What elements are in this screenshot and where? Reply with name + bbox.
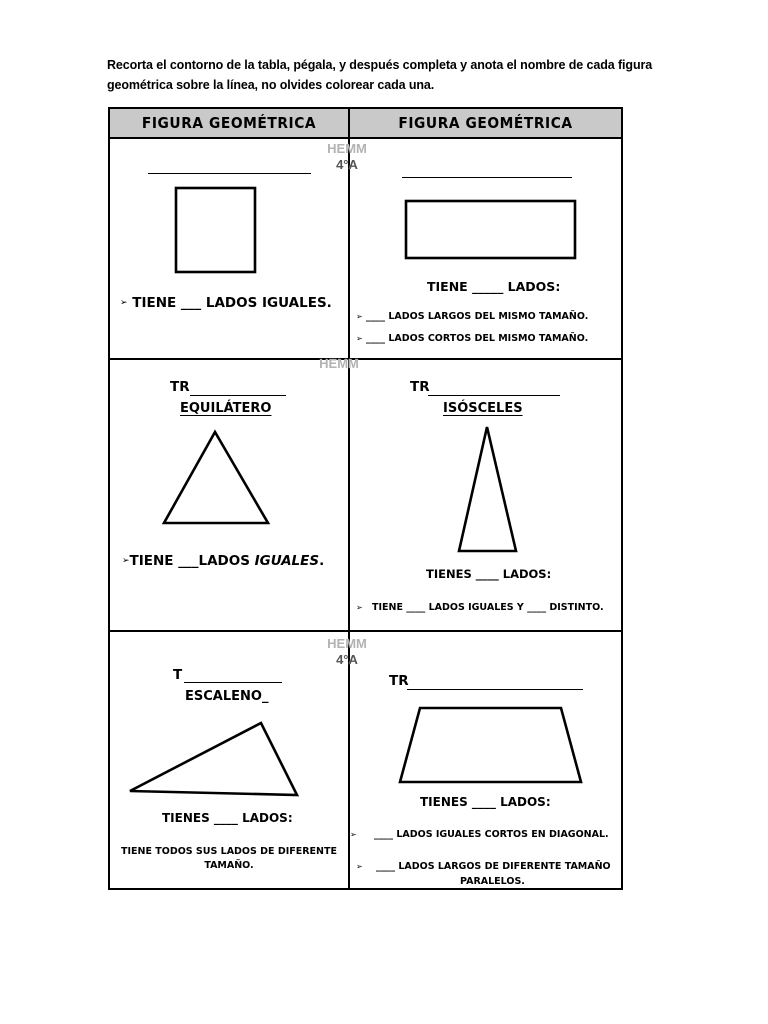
- isosceles-triangle-shape: [454, 423, 520, 555]
- equilateral-caption: ➢TIENE ___LADOS IGUALES.: [122, 553, 325, 569]
- trapezoid-shape: [396, 703, 586, 787]
- isosceles-item-1: ➢ TIENE ____ LADOS IGUALES Y ____ DISTINTO.: [356, 602, 604, 613]
- watermark-bottom: HEMM 4°A: [327, 636, 367, 667]
- row-divider-2: [110, 630, 621, 632]
- rectangle-name-line: [402, 177, 572, 178]
- scalene-caption: TIENES ____ LADOS:: [162, 811, 293, 825]
- scalene-prefix: T: [173, 667, 183, 683]
- square-shape: [170, 183, 260, 278]
- rectangle-item-2: ➢ ____ LADOS CORTOS DEL MISMO TAMAÑO.: [356, 333, 589, 344]
- trapezoid-caption: TIENES ____ LADOS:: [420, 795, 551, 809]
- row-divider-1: [110, 358, 621, 360]
- trapezoid-item-2: ➢ ____ LADOS LARGOS DE DIFERENTE TAMAÑO PARALELOS.: [356, 861, 611, 887]
- scalene-name-line: [184, 682, 282, 683]
- bullet-icon: ➢: [356, 862, 363, 871]
- scalene-name: ESCALENO_: [185, 689, 269, 704]
- instructions-line-1: Recorta el contorno de la tabla, pégala, y después completa y anota el nombre de cada figura: [107, 58, 653, 72]
- equilateral-name-line: [190, 395, 286, 396]
- isosceles-caption: TIENES ____ LADOS:: [426, 567, 552, 581]
- bullet-icon: ➢: [122, 556, 130, 566]
- instructions: [107, 55, 667, 95]
- rectangle-caption: TIENE _____ LADOS:: [427, 279, 561, 294]
- equilateral-name: EQUILÁTERO: [180, 401, 272, 416]
- bullet-icon: ➢: [350, 830, 357, 839]
- isosceles-prefix: TR: [410, 379, 430, 395]
- column-divider: [348, 109, 350, 888]
- trapezoid-item-1: ➢ ____ LADOS IGUALES CORTOS EN DIAGONAL.: [350, 829, 609, 840]
- bullet-icon: ➢: [356, 603, 363, 612]
- bullet-icon: ➢: [356, 334, 363, 343]
- scalene-note: TIENE TODOS SUS LADOS DE DIFERENTE TAMAÑO.: [121, 846, 337, 871]
- square-caption: ➢ TIENE ___ LADOS IGUALES.: [120, 295, 332, 311]
- equilateral-prefix: TR: [170, 379, 190, 395]
- instructions-line-2: geométrica sobre la línea, no olvides colorear cada una.: [107, 78, 435, 92]
- rectangle-shape: [402, 197, 577, 262]
- header-right: FIGURA GEOMÉTRICA: [398, 114, 573, 132]
- rectangle-item-1: ➢ ____ LADOS LARGOS DEL MISMO TAMAÑO.: [356, 311, 589, 322]
- isosceles-name: ISÓSCELES: [443, 401, 523, 416]
- bullet-icon: ➢: [120, 298, 128, 308]
- square-name-line: [148, 173, 311, 174]
- watermark-top: HEMM 4°A: [327, 141, 367, 172]
- trapezoid-name-line: [407, 689, 583, 690]
- worksheet-table: [108, 107, 623, 890]
- equilateral-triangle-shape: [160, 427, 272, 529]
- scalene-triangle-shape: [124, 717, 304, 799]
- header-left: FIGURA GEOMÉTRICA: [141, 114, 317, 132]
- trapezoid-prefix: TR: [389, 673, 409, 689]
- bullet-icon: ➢: [356, 312, 363, 321]
- watermark-middle: HEMM: [319, 356, 359, 371]
- table-header-row: [110, 109, 621, 139]
- isosceles-name-line: [428, 395, 560, 396]
